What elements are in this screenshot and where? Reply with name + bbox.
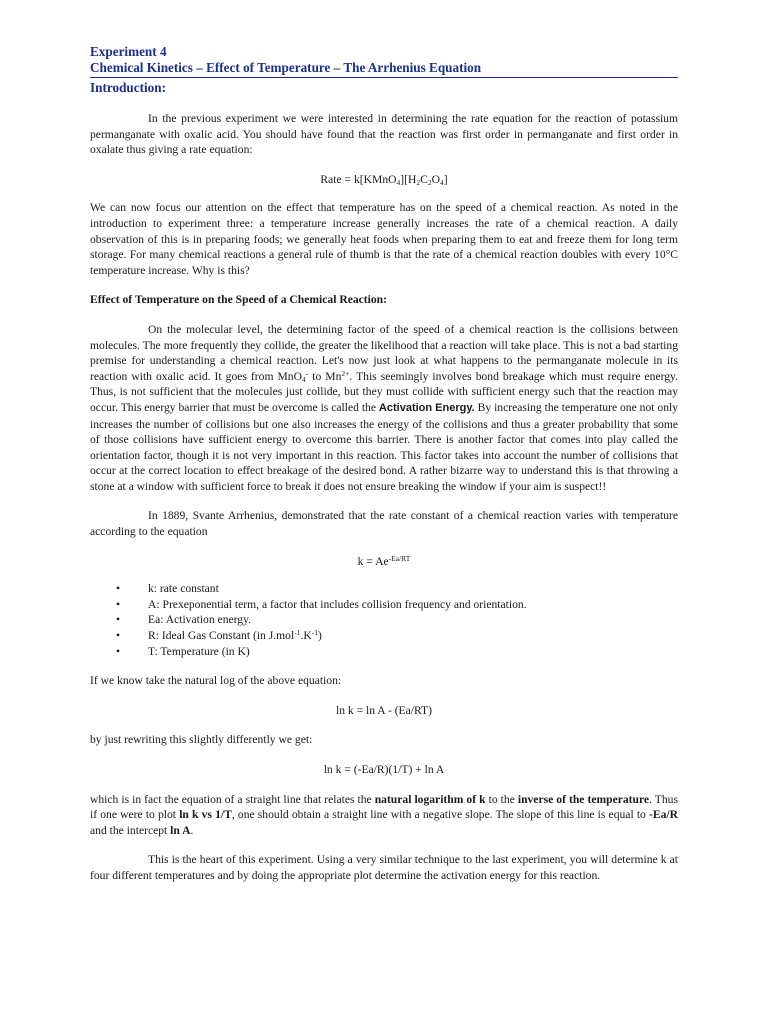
- log-equation-2: ln k = (-Ea/R)(1/T) + ln A: [323, 763, 445, 776]
- list-item: • Ea: Activation energy.: [116, 613, 252, 627]
- document-title: Chemical Kinetics – Effect of Temperature – The Arrhenius Equation: [90, 60, 482, 75]
- introduction-heading: Introduction:: [90, 80, 166, 95]
- list-item: • T: Temperature (in K): [116, 644, 250, 658]
- arrhenius-paragraph: In 1889, Svante Arrhenius, demonstrated that the rate constant of a chemical reaction varies with temperature according to the equation: [90, 509, 678, 539]
- list-item: • k: rate constant: [116, 582, 219, 596]
- experiment-label: Experiment 4: [90, 44, 167, 59]
- conclusion-paragraph: This is the heart of this experiment. Using a very similar technique to the last experiment, you will determine k at four different temperatures and by doing the appropriate plot determine the activation energy for this reaction.: [90, 853, 678, 882]
- intro-paragraph-1: In the previous experiment we were interested in determining the rate equation for the reaction of potassium permanganate with oxalic acid. You should have found that the reaction was first order in permanganate and first order in oxalate thus giving a rate equation:: [90, 112, 678, 157]
- bullet-icon: •: [116, 597, 121, 611]
- log-equation-1: ln k = ln A - (Ea/RT): [335, 703, 432, 717]
- bullet-icon: •: [116, 613, 121, 627]
- straight-line-paragraph: which is in fact the equation of a straight line that relates the natural logarithm of k to the inverse of the temperature. Thus if one were to plot ln k vs 1/T, one should obtain a straight line with a negative slope. The slope of this line is equal to -Ea/R and the intercept ln A.: [90, 792, 678, 837]
- activation-energy-term: Activation Energy.: [378, 401, 475, 414]
- bullet-icon: •: [116, 582, 121, 596]
- bullet-icon: •: [116, 644, 121, 658]
- collision-theory-paragraph: On the molecular level, the determining factor of the speed of a chemical reaction is the collisions between molecules. The more frequently they collide, the greater the likelihood that a reaction will take place. This is not a bad starting premise for understanding a chemical reaction. Let's now just look at what happens to the permanganate molecule in its reaction with oxalic acid. It goes from MnO$_4$- to $Mn^{2+}$. This seemingly involves bond breakage which must require energy. Thus, is not sufficient that the molecules just collide, but they must collide with sufficient energy such that the reaction may occur. This energy barrier that must be overcome is called the Activation Energy. By increasing the temperature one not only increases the number of collisions but one also increases the energy of the collisions and thus a greater probability that some of those collisions have sufficient energy to overcome this barrier. There is another factor that comes into play called the orientation factor, though it is not very important in this reaction. This factor takes into account the number of collisions that occur at the correct location to effect breakage of the desired bond. A rather bizarre way to understand this is that throwing a stone at a window with sufficient force to break it does not ensure breaking the window if your aim is suspect!!: [90, 322, 679, 493]
- list-item: • A: Prexeponential term, a factor that includes collision frequency and orientation.: [116, 597, 527, 611]
- rate-equation: Rate = $k[KMnO_4][H_2C_2O_4]$: [320, 172, 448, 187]
- arrhenius-equation: $k = Ae^{-Ea/RT}$: [357, 553, 411, 568]
- document-page: [90, 44, 678, 884]
- rewrite-intro: by just rewriting this slightly differently we get:: [90, 733, 313, 747]
- variable-list: [90, 581, 678, 659]
- natural-log-intro: If we know take the natural log of the above equation:: [90, 674, 342, 688]
- bullet-icon: •: [116, 629, 121, 643]
- section-heading-temperature: Effect of Temperature on the Speed of a Chemical Reaction:: [90, 293, 387, 307]
- header-rule: [90, 77, 678, 78]
- intro-paragraph-2: We can now focus our attention on the effect that temperature has on the speed of a chemical reaction. As noted in the introduction to experiment three: a temperature increase generally increases the rate of a chemical reaction. A daily observation of this is in preparing foods; we generally heat foods when preparing them to eat and freeze them for long term storage. For many chemical reactions a general rule of thumb is that the rate of a chemical reaction doubles with every 10°C temperature increase. Why is this?: [90, 201, 678, 277]
- list-item: • R: Ideal Gas Constant (in $J.mol^{-1}.K^{-1}$): [116, 628, 322, 643]
